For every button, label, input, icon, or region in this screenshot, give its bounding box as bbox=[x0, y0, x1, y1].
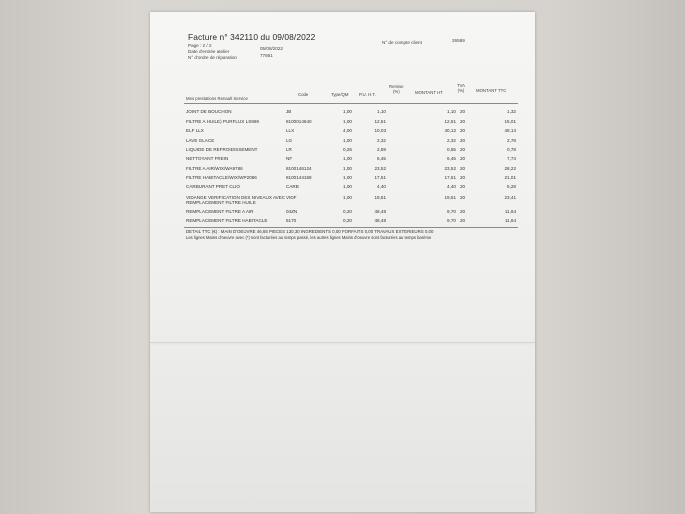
header-discount: Remise (%) bbox=[389, 84, 404, 94]
table-cell-label: LAVE GLACE bbox=[186, 138, 215, 143]
table-cell-vat: 20 bbox=[460, 156, 466, 161]
table-cell-ttc: 1,32 bbox=[507, 109, 516, 114]
table-cell-ht: 9,70 bbox=[447, 218, 456, 223]
table-cell-qty: 4,00 bbox=[343, 128, 352, 133]
table-cell-pu: 10,03 bbox=[374, 128, 386, 133]
table-cell-vat: 20 bbox=[460, 209, 466, 214]
table-cell-code: 6170 bbox=[286, 218, 297, 223]
table-cell-code: LLX bbox=[286, 128, 295, 133]
table-cell-qty: 0,20 bbox=[343, 209, 352, 214]
table-cell-pu: 23,52 bbox=[374, 166, 386, 171]
table-cell-qty: 1,00 bbox=[343, 166, 352, 171]
table-cell-vat: 20 bbox=[460, 195, 466, 200]
header-vat: TVA (%) bbox=[457, 83, 466, 93]
table-cell-ht: 2,32 bbox=[447, 138, 456, 143]
table-cell-ttc: 15,01 bbox=[504, 119, 516, 124]
table-cell-ttc: 5,28 bbox=[507, 184, 516, 189]
table-cell-ttc: 0,78 bbox=[507, 147, 516, 152]
invoice-sheet bbox=[150, 12, 535, 512]
client-account-label: N° de compte client bbox=[382, 40, 422, 45]
table-cell-qty: 1,00 bbox=[343, 175, 352, 180]
header-type: Type/QM bbox=[331, 92, 349, 97]
table-cell-pu: 48,48 bbox=[374, 218, 386, 223]
table-cell-pu: 1,10 bbox=[377, 109, 386, 114]
table-cell-vat: 20 bbox=[460, 147, 466, 152]
table-cell-code: 04ZN bbox=[286, 209, 298, 214]
table-cell-qty: 1,00 bbox=[343, 119, 352, 124]
paper-fold bbox=[150, 342, 535, 343]
table-cell-ttc: 23,41 bbox=[504, 195, 516, 200]
table-cell-label: ELF LLX bbox=[186, 128, 204, 133]
table-cell-qty: 1,00 bbox=[343, 184, 352, 189]
table-cell-vat: 20 bbox=[460, 138, 466, 143]
table-cell-code: 8100144158 bbox=[286, 175, 312, 180]
table-cell-vat: 20 bbox=[460, 166, 466, 171]
table-cell-code: LR bbox=[286, 147, 292, 152]
table-cell-ttc: 2,78 bbox=[507, 138, 516, 143]
table-cell-label: FILTRE A HUILE) PURFLUX LS969 bbox=[186, 119, 259, 124]
table-cell-ttc: 28,22 bbox=[504, 166, 516, 171]
table-cell-qty: 0,25 bbox=[343, 147, 352, 152]
repair-order-label: N° d'ordre de réparation bbox=[188, 55, 237, 60]
table-cell-code: LG bbox=[286, 138, 293, 143]
labor-note: Les lignes Mains d'oeuvre avec (*) sont facturées au temps passé, les autres lignes Mains d'oeuvre sont facturées au temps barème bbox=[186, 235, 432, 240]
table-cell-qty: 1,00 bbox=[343, 138, 352, 143]
table-cell-pu: 17,51 bbox=[374, 175, 386, 180]
table-cell-label: JOINT DE BOUCHON bbox=[186, 109, 232, 114]
page-number: Page : 2 / 2 bbox=[188, 43, 212, 48]
table-cell-code: 8100146124 bbox=[286, 166, 312, 171]
table-cell-ht: 4,40 bbox=[447, 184, 456, 189]
table-cell-label: REMPLACEMENT FILTRE A AIR bbox=[186, 209, 254, 214]
header-service: Mes prestations Renault Service bbox=[186, 96, 248, 101]
table-cell-ht: 19,51 bbox=[444, 195, 456, 200]
table-cell-ht: 6,45 bbox=[447, 156, 456, 161]
table-cell-ht: 40,12 bbox=[444, 128, 456, 133]
table-cell-pu: 2,32 bbox=[377, 138, 386, 143]
table-cell-pu: 4,40 bbox=[377, 184, 386, 189]
table-cell-pu: 6,45 bbox=[377, 156, 386, 161]
table-cell-code: VIDF bbox=[286, 195, 297, 200]
table-cell-qty: 0,20 bbox=[343, 218, 352, 223]
table-cell-label: FILTRE HABITACLE/WIX/WP2086 bbox=[186, 175, 257, 180]
table-cell-ttc: 11,64 bbox=[504, 218, 516, 223]
table-cell-label: LIQUIDE DE REFROIDISSEMENT bbox=[186, 147, 258, 152]
table-cell-qty: 1,00 bbox=[343, 109, 352, 114]
invoice-title: Facture n° 342110 du 09/08/2022 bbox=[188, 32, 316, 42]
header-amount-ht: MONTANT HT bbox=[415, 90, 443, 95]
table-cell-ttc: 21,01 bbox=[504, 175, 516, 180]
table-cell-vat: 20 bbox=[460, 119, 466, 124]
table-cell-label: CARBURANT PRET CLIO bbox=[186, 184, 240, 189]
table-cell-pu: 19,51 bbox=[374, 195, 386, 200]
repair-order-number: 77661 bbox=[260, 53, 273, 58]
table-cell-qty: 1,00 bbox=[343, 195, 352, 200]
table-cell-ttc: 11,64 bbox=[504, 209, 516, 214]
table-cell-qty: 1,00 bbox=[343, 156, 352, 161]
table-cell-ht: 9,70 bbox=[447, 209, 456, 214]
table-cell-code: 8100014640 bbox=[286, 119, 312, 124]
table-cell-pu: 2,59 bbox=[377, 147, 386, 152]
table-bottom-rule bbox=[184, 227, 518, 228]
table-cell-pu: 48,48 bbox=[374, 209, 386, 214]
table-cell-label: REMPLACEMENT FILTRE HABITACLE bbox=[186, 218, 268, 223]
table-cell-label: FILTRE A AIR/WIX/WA9786 bbox=[186, 166, 243, 171]
table-cell-ht: 12,51 bbox=[444, 119, 456, 124]
detail-ttc: DETAIL TTC (€) : MAIN D'OEUVRE 46,65 PIECES 130,30 INGREDIENTS 0,00 FORFAITS 0,00 TRAVAUX EXTERIEURS 0,00 bbox=[186, 229, 434, 234]
table-cell-ht: 0,65 bbox=[447, 147, 456, 152]
table-cell-code: JB bbox=[286, 109, 292, 114]
entry-date-label: Date d'entrée atelier bbox=[188, 49, 230, 54]
table-cell-vat: 20 bbox=[460, 109, 466, 114]
table-cell-vat: 20 bbox=[460, 184, 466, 189]
table-cell-ttc: 48,14 bbox=[504, 128, 516, 133]
table-cell-vat: 20 bbox=[460, 218, 466, 223]
table-cell-vat: 20 bbox=[460, 175, 466, 180]
table-cell-vat: 20 bbox=[460, 128, 466, 133]
entry-date: 05/08/2022 bbox=[260, 46, 283, 51]
header-unit-price: P.U. H.T. bbox=[359, 92, 376, 97]
table-cell-pu: 12,51 bbox=[374, 119, 386, 124]
table-cell-ht: 1,10 bbox=[447, 109, 456, 114]
table-cell-ht: 23,52 bbox=[444, 166, 456, 171]
table-cell-ttc: 7,74 bbox=[507, 156, 516, 161]
table-top-rule bbox=[184, 103, 518, 104]
table-cell-code: CARB bbox=[286, 184, 299, 189]
header-amount-ttc: MONTANT TTC bbox=[476, 88, 507, 93]
table-cell-ht: 17,51 bbox=[444, 175, 456, 180]
table-cell-label: NETTOYANT FREIN bbox=[186, 156, 229, 161]
client-account-number: 26589 bbox=[452, 38, 465, 43]
header-code: Code bbox=[298, 92, 309, 97]
table-cell-label: VIDANGE VERIFICATION DES NIVEAUX AVEC REMPLACEMENT FILTRE HUILE bbox=[186, 195, 286, 206]
table-cell-code: NF bbox=[286, 156, 293, 161]
